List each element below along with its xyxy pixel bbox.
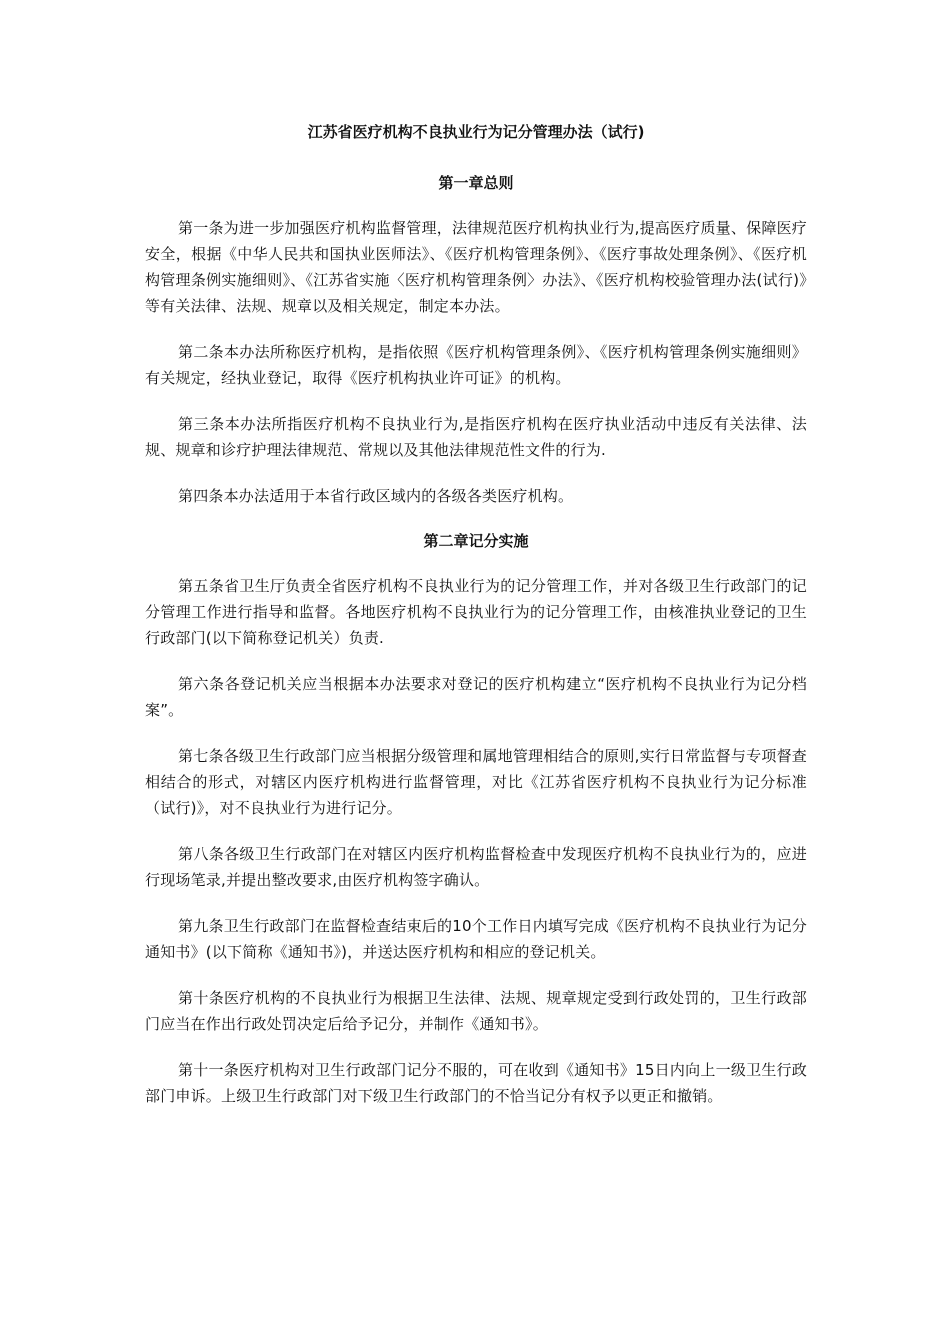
article-paragraph: 第十一条医疗机构对卫生行政部门记分不服的，可在收到《通知书》15日内向上一级卫生行政部门申诉。上级卫生行政部门对下级卫生行政部门的不恰当记分有权予以更正和撤销。 xyxy=(145,1061,807,1105)
article-paragraph: 第九条卫生行政部门在监督检查结束后的10个工作日内填写完成《医疗机构不良执业行为记分通知书》(以下简称《通知书》)，并送达医疗机构和相应的登记机关。 xyxy=(145,917,807,961)
article-paragraph: 第五条省卫生厅负责全省医疗机构不良执业行为的记分管理工作，并对各级卫生行政部门的记分管理工作进行指导和监督。各地医疗机构不良执业行为的记分管理工作，由核准执业登记的卫生行政部门(以下简称登记机关）负责. xyxy=(145,577,807,647)
article-paragraph: 第二条本办法所称医疗机构，是指依照《医疗机构管理条例》、《医疗机构管理条例实施细则》有关规定，经执业登记，取得《医疗机构执业许可证》的机构。 xyxy=(145,343,807,387)
document-title: 江苏省医疗机构不良执业行为记分管理办法（试行) xyxy=(307,123,645,141)
article-paragraph: 第十条医疗机构的不良执业行为根据卫生法律、法规、规章规定受到行政处罚的，卫生行政部门应当在作出行政处罚决定后给予记分，并制作《通知书》。 xyxy=(145,989,807,1033)
article-paragraph: 第三条本办法所指医疗机构不良执业行为,是指医疗机构在医疗执业活动中违反有关法律、法规、规章和诊疗护理法律规范、常规以及其他法律规范性文件的行为. xyxy=(145,415,807,459)
article-paragraph: 第六条各登记机关应当根据本办法要求对登记的医疗机构建立“医疗机构不良执业行为记分档案”。 xyxy=(145,675,807,719)
article-paragraph: 第八条各级卫生行政部门在对辖区内医疗机构监督检查中发现医疗机构不良执业行为的，应进行现场笔录,并提出整改要求,由医疗机构签字确认。 xyxy=(145,845,807,889)
chapter-heading: 第一章总则 xyxy=(438,174,514,192)
article-paragraph: 第七条各级卫生行政部门应当根据分级管理和属地管理相结合的原则,实行日常监督与专项督查相结合的形式，对辖区内医疗机构进行监督管理，对比《江苏省医疗机构不良执业行为记分标准（试行)》，对不良执业行为进行记分。 xyxy=(145,747,807,817)
article-paragraph: 第一条为进一步加强医疗机构监督管理，法律规范医疗机构执业行为,提高医疗质量、保障医疗安全，根据《中华人民共和国执业医师法》、《医疗机构管理条例》、《医疗事故处理条例》、《医疗机构管理条例实施细则》、《江苏省实施〈医疗机构管理条例〉办法》、《医疗机构校验管理办法(试行)》等有关法律、法规、规章以及相关规定，制定本办法。 xyxy=(145,219,807,315)
document-page xyxy=(145,120,807,1109)
article-paragraph: 第四条本办法适用于本省行政区域内的各级各类医疗机构。 xyxy=(178,487,574,505)
chapter-heading: 第二章记分实施 xyxy=(423,532,529,550)
